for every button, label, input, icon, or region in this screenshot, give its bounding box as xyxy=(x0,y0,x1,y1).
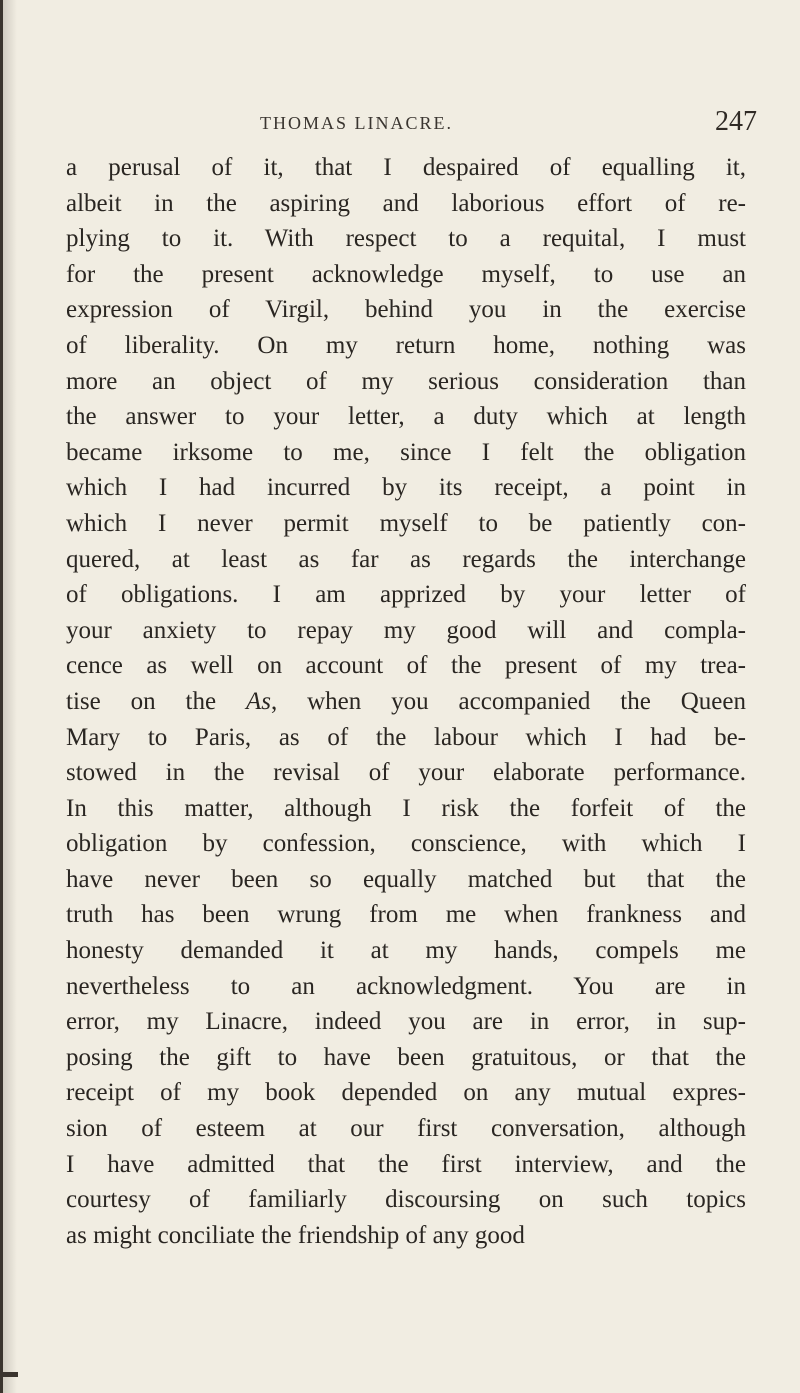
text-line: Mary to Paris, as of the labour which I had be- xyxy=(66,723,746,751)
running-head xyxy=(0,106,800,140)
text-line: honesty demanded it at my hands, compels me xyxy=(66,937,746,965)
text-line: obligation by confession, conscience, with which I xyxy=(66,830,746,858)
page-number: 247 xyxy=(715,106,757,137)
text-line: as might conciliate the friendship of any good xyxy=(66,1221,525,1249)
text-line: plying to it. With respect to a requital, I must xyxy=(66,225,746,253)
page-binding-shadow xyxy=(3,0,17,1393)
italic-title: As xyxy=(245,687,271,715)
text-fragment: , when you accompanied the Queen xyxy=(270,687,746,715)
running-title: THOMAS LINACRE. xyxy=(260,113,454,133)
text-line: sion of esteem at our first conversation, although xyxy=(66,1115,746,1143)
text-line: of obligations. I am apprized by your letter of xyxy=(66,581,746,609)
text-fragment: tise on the xyxy=(66,687,246,715)
text-line: expression of Virgil, behind you in the exercise xyxy=(66,296,746,324)
text-line: quered, at least as far as regards the interchange xyxy=(66,545,746,573)
text-line: I have admitted that the first interview, and the xyxy=(66,1150,746,1178)
text-line: your anxiety to repay my good will and compla- xyxy=(66,616,746,644)
text-line: courtesy of familiarly discoursing on such topics xyxy=(66,1186,746,1214)
page-corner-mark xyxy=(0,1372,18,1377)
text-line: of liberality. On my return home, nothing was xyxy=(66,331,746,359)
text-line: receipt of my book depended on any mutual expres- xyxy=(66,1079,746,1107)
text-line: albeit in the aspiring and laborious effort of re- xyxy=(66,189,746,217)
text-line: which I never permit myself to be patiently con- xyxy=(66,509,746,537)
text-line: In this matter, although I risk the forfeit of the xyxy=(66,794,746,822)
text-line: truth has been wrung from me when frankness and xyxy=(66,901,746,929)
text-line: for the present acknowledge myself, to use an xyxy=(66,260,746,288)
text-line: which I had incurred by its receipt, a point in xyxy=(66,474,746,502)
text-line xyxy=(66,684,746,720)
text-line: more an object of my serious consideration than xyxy=(66,367,746,395)
text-line: error, my Linacre, indeed you are in error, in sup- xyxy=(66,1008,746,1036)
text-line: became irksome to me, since I felt the obligation xyxy=(66,438,746,466)
text-line: have never been so equally matched but that the xyxy=(66,865,746,893)
text-line: stowed in the revisal of your elaborate performance. xyxy=(66,759,746,787)
body-text xyxy=(66,150,746,1253)
text-line: cence as well on account of the present of my trea- xyxy=(66,652,746,680)
text-line: a perusal of it, that I despaired of equalling it, xyxy=(66,154,746,181)
text-line: the answer to your letter, a duty which at length xyxy=(66,403,746,431)
text-line: posing the gift to have been gratuitous, or that the xyxy=(66,1043,746,1071)
text-line: nevertheless to an acknowledgment. You are in xyxy=(66,972,746,1000)
